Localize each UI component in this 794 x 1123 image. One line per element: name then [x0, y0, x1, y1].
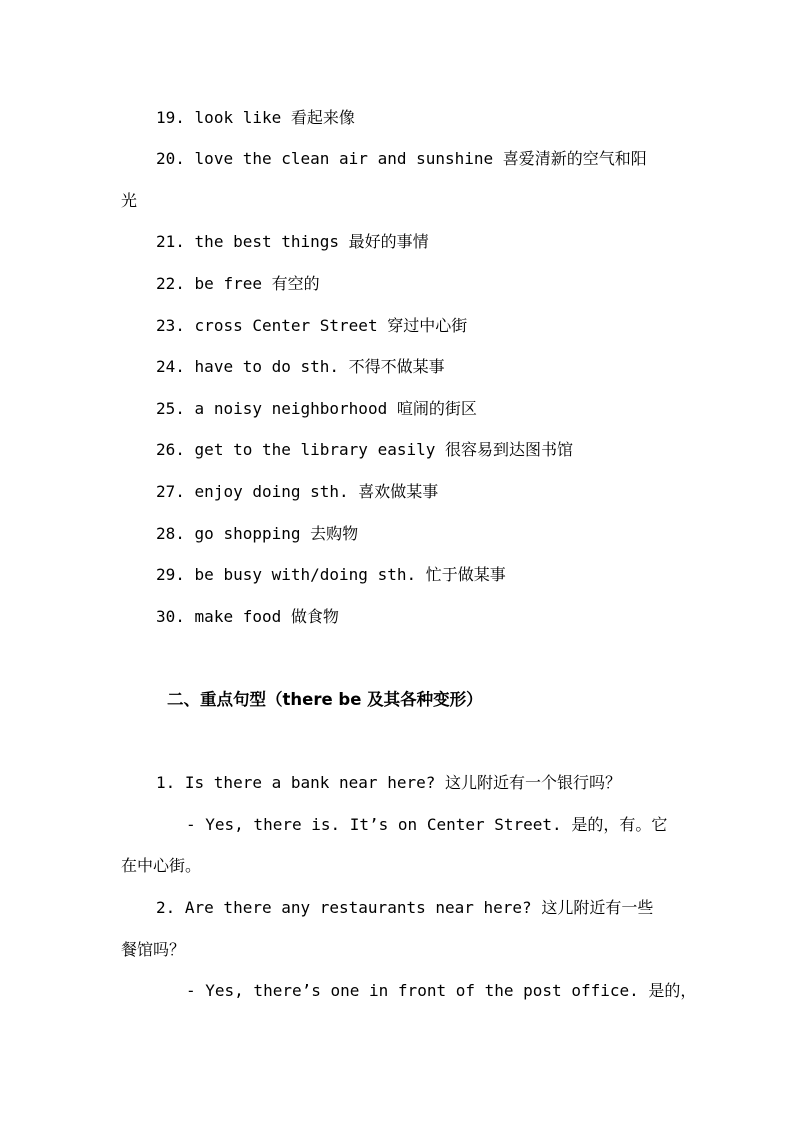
- sentence-2-question: 2. Are there any restaurants near here? 这儿附近有一些: [156, 898, 654, 917]
- phrase-number: 21.: [156, 232, 185, 251]
- phrase-text: love the clean air and sunshine 喜爱清新的空气和阳: [194, 149, 647, 168]
- phrase-text: the best things 最好的事情: [194, 232, 429, 251]
- phrase-item-22: [156, 274, 320, 294]
- phrase-number: 27.: [156, 482, 185, 501]
- phrase-item-27: [156, 482, 438, 502]
- phrase-text: make food 做食物: [194, 607, 339, 626]
- phrase-text: have to do sth. 不得不做某事: [194, 357, 445, 376]
- sentence-1-answer: - Yes, there is. It’s on Center Street. 是的，有。它: [186, 815, 668, 834]
- phrase-number: 22.: [156, 274, 185, 293]
- section-heading: 二、重点句型（there be 及其各种变形）: [167, 690, 483, 709]
- phrase-item-20: [156, 149, 647, 169]
- phrase-text: go shopping 去购物: [194, 524, 359, 543]
- phrase-number: 20.: [156, 149, 185, 168]
- phrase-text: cross Center Street 穿过中心街: [194, 316, 468, 335]
- phrase-item-23: [156, 316, 467, 336]
- phrase-item-20-continuation: 光: [121, 191, 138, 210]
- phrase-number: 30.: [156, 607, 185, 626]
- phrase-item-24: [156, 357, 445, 377]
- phrase-number: 29.: [156, 565, 185, 584]
- phrase-item-28: [156, 524, 358, 544]
- sentence-2-answer: - Yes, there’s one in front of the post office. 是的，: [186, 981, 697, 1000]
- sentence-2-question-continuation: 餐馆吗？: [121, 940, 186, 959]
- phrase-number: 25.: [156, 399, 185, 418]
- sentence-1-answer-continuation: 在中心街。: [121, 856, 202, 875]
- phrase-text: be free 有空的: [194, 274, 320, 293]
- phrase-number: 26.: [156, 440, 185, 459]
- phrase-item-19: [156, 108, 355, 128]
- phrase-number: 19.: [156, 108, 185, 127]
- phrase-text: be busy with/doing sth. 忙于做某事: [194, 565, 506, 584]
- phrase-item-29: [156, 565, 506, 585]
- phrase-number: 24.: [156, 357, 185, 376]
- phrase-item-26: [156, 440, 573, 460]
- phrase-text: look like 看起来像: [194, 108, 355, 127]
- phrase-item-25: [156, 399, 477, 419]
- phrase-number: 23.: [156, 316, 185, 335]
- phrase-text: a noisy neighborhood 喧闹的街区: [194, 399, 477, 418]
- phrase-item-30: [156, 607, 339, 627]
- sentence-1-question: 1. Is there a bank near here? 这儿附近有一个银行吗？: [156, 773, 621, 792]
- phrase-text: enjoy doing sth. 喜欢做某事: [194, 482, 439, 501]
- phrase-item-21: [156, 232, 429, 252]
- phrase-text: get to the library easily 很容易到达图书馆: [194, 440, 574, 459]
- phrase-number: 28.: [156, 524, 185, 543]
